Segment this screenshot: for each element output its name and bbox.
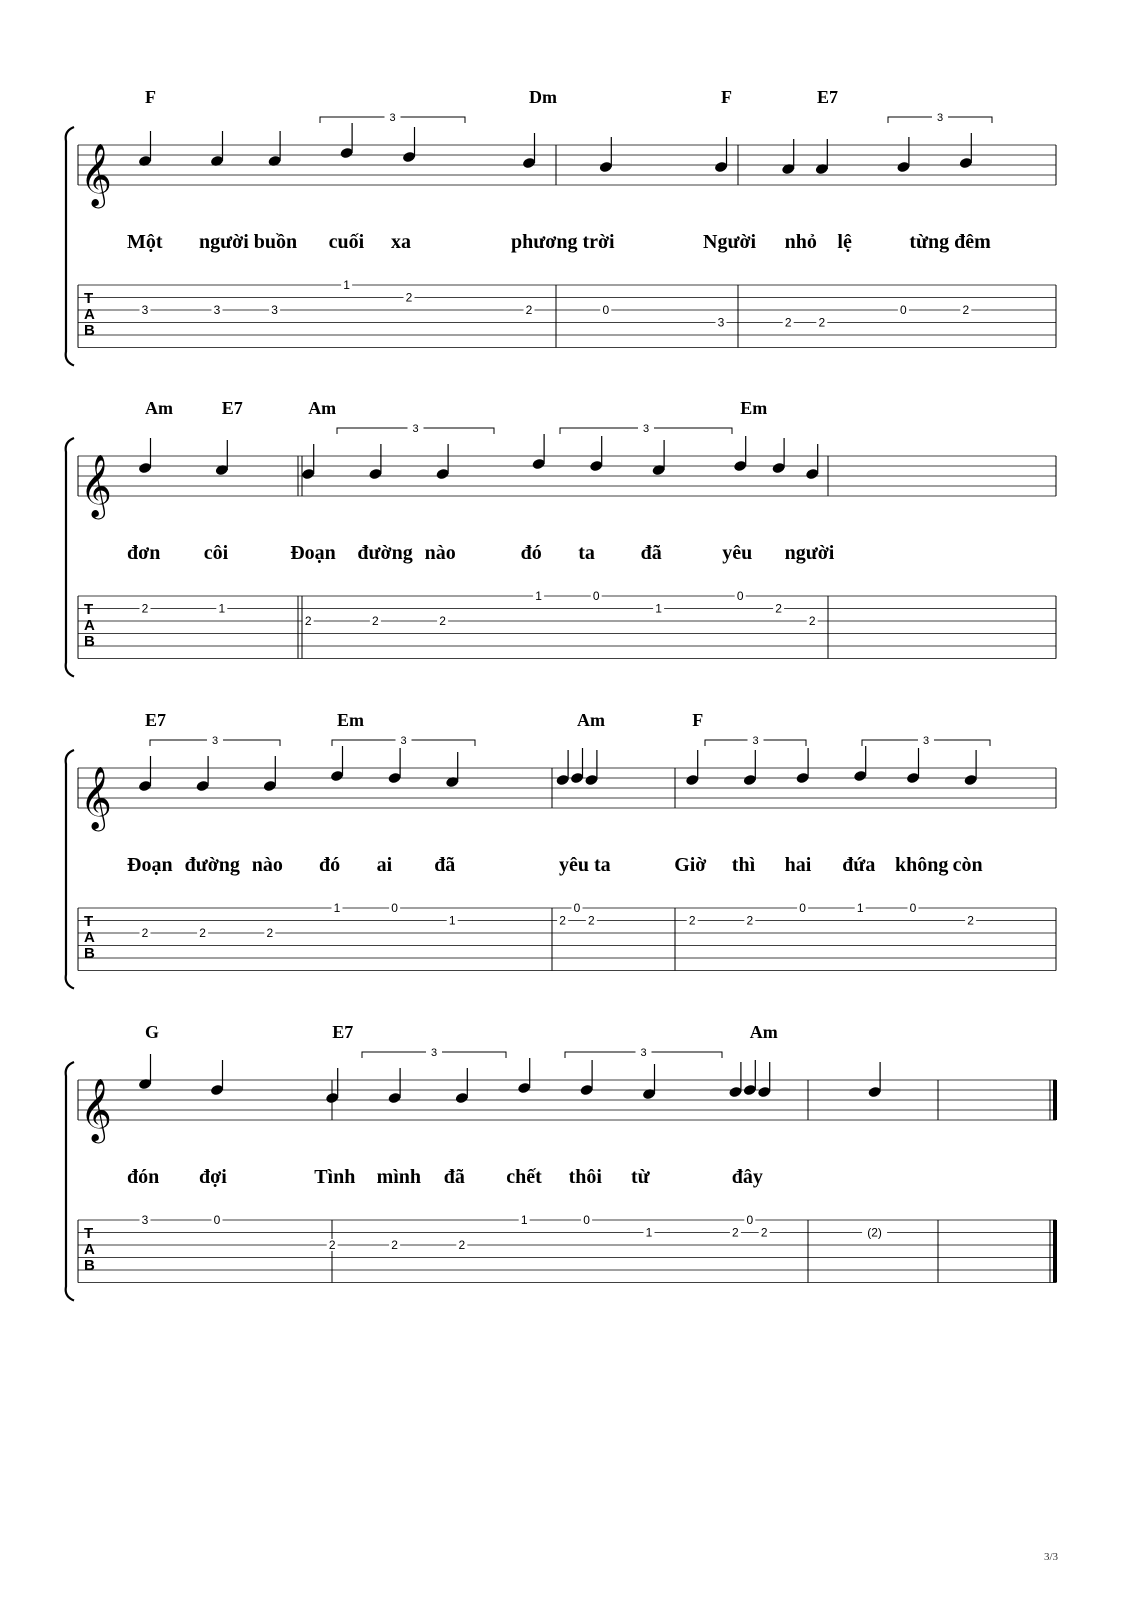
fret-number: 0 — [799, 901, 806, 915]
fret-number: 1 — [856, 901, 864, 915]
tab-letter: T — [84, 290, 94, 307]
fret-number: 0 — [213, 1213, 221, 1227]
tab-letter: B — [84, 633, 95, 650]
tuplet-number: 3 — [412, 423, 419, 435]
lyric-word: từng đêm — [909, 231, 991, 253]
fret-number: 1 — [448, 913, 456, 928]
tuplet-number: 3 — [752, 735, 759, 747]
tuplet-number: 3 — [922, 735, 930, 747]
page-number: 3/3 — [1043, 1551, 1058, 1563]
fret-number: 2 — [141, 601, 149, 616]
chord-name: Am — [749, 1022, 778, 1042]
tab-letter: A — [84, 306, 95, 323]
lyric-word: Đoạn — [290, 542, 336, 564]
treble-clef-icon: 𝄞 — [80, 143, 112, 206]
system-bracket — [66, 127, 74, 366]
fret-number: 2 — [732, 1225, 739, 1240]
lyric-word: đường — [357, 542, 413, 564]
lyric-word: đường — [184, 854, 240, 876]
lyric-word: hai — [784, 854, 812, 876]
chord-name: F — [692, 710, 704, 730]
chord-name: E7 — [817, 87, 839, 107]
tuplet-number: 3 — [400, 735, 407, 747]
tuplet-number: 3 — [389, 112, 396, 124]
lyric-word: đã — [434, 854, 456, 876]
lyric-word: lệ — [837, 231, 852, 253]
fret-number: 2 — [775, 601, 782, 616]
fret-number: 1 — [645, 1225, 653, 1240]
fret-number: 0 — [592, 589, 600, 603]
fret-number: 2 — [808, 614, 816, 628]
fret-number: 2 — [372, 614, 379, 628]
chord-name: Em — [337, 710, 364, 730]
fret-number: 2 — [304, 614, 312, 628]
lyric-word: thôi — [568, 1166, 602, 1188]
lyric-word: đứa — [842, 854, 876, 876]
lyric-word: không — [895, 854, 949, 876]
treble-clef-icon: 𝄞 — [80, 766, 112, 829]
chord-name: G — [145, 1022, 160, 1042]
fret-number: 2 — [818, 315, 826, 330]
fret-number: 2 — [405, 290, 413, 305]
fret-number: 1 — [535, 589, 542, 603]
chord-name: E7 — [145, 710, 167, 730]
lyric-word: đợi — [199, 1166, 227, 1188]
lyric-word: đó — [520, 542, 542, 564]
lyric-word: mình — [376, 1166, 422, 1188]
lyric-word: đó — [319, 854, 341, 876]
system-bracket — [66, 1062, 74, 1301]
chord-name: Em — [740, 398, 768, 418]
final-thick-barline — [1053, 1080, 1057, 1120]
fret-number: 0 — [391, 901, 398, 915]
lyric-word: xa — [391, 231, 411, 253]
fret-number: 1 — [655, 601, 662, 616]
fret-number: 3 — [271, 303, 278, 317]
lyric-word: đơn — [127, 542, 161, 564]
lyric-word: Đoạn — [127, 854, 173, 876]
fret-number: 3 — [141, 303, 149, 317]
system-bracket — [66, 750, 74, 989]
fret-number: 2 — [967, 913, 974, 928]
lyric-word: từ — [631, 1166, 650, 1188]
fret-number: 0 — [573, 901, 581, 915]
lyric-word: yêu — [722, 542, 753, 564]
fret-number: 1 — [520, 1213, 528, 1227]
fret-number: 3 — [717, 315, 725, 330]
tab-letter: T — [84, 1225, 94, 1242]
tab-letter: B — [84, 1257, 95, 1274]
fret-number: 0 — [583, 1213, 590, 1227]
lyric-word: ai — [376, 854, 393, 876]
tab-letter: A — [84, 1241, 95, 1258]
lyric-word: đã — [443, 1166, 465, 1188]
fret-number: 2 — [559, 913, 566, 928]
fret-number: 0 — [602, 303, 610, 317]
lyric-word: Giờ — [674, 854, 707, 876]
chord-name: Am — [145, 398, 173, 418]
lyric-word: Tình — [314, 1166, 356, 1188]
fret-number: 2 — [458, 1238, 466, 1252]
lyric-word: yêu ta — [559, 854, 611, 876]
system-2 — [66, 398, 1056, 677]
fret-number: 1 — [218, 601, 226, 616]
fret-number: 2 — [688, 913, 696, 928]
chord-name: Dm — [529, 87, 557, 107]
fret-number: 2 — [760, 1225, 768, 1240]
tuplet-number: 3 — [936, 112, 944, 124]
chord-name: E7 — [332, 1022, 354, 1042]
tuplet-number: 3 — [211, 735, 219, 747]
tab-letter: T — [84, 913, 94, 930]
chord-name: F — [721, 87, 732, 107]
fret-number: 2 — [199, 926, 206, 940]
fret-number: 0 — [746, 1213, 754, 1227]
lyric-word: Một — [127, 231, 163, 253]
lyric-word: côi — [203, 542, 229, 564]
fret-number: 2 — [439, 614, 446, 628]
tab-letter: T — [84, 601, 94, 618]
fret-number: 2 — [784, 315, 792, 330]
system-4 — [66, 1022, 1057, 1301]
chord-name: F — [145, 87, 156, 107]
lyric-word: nhỏ — [784, 231, 817, 253]
lyric-word: đón — [127, 1166, 160, 1188]
system-bracket — [66, 438, 74, 677]
lyric-word: thì — [731, 854, 756, 876]
lyric-word: người — [784, 542, 835, 564]
tab-final-thick — [1053, 1220, 1057, 1283]
fret-number: 2 — [746, 913, 754, 928]
fret-number: (2) — [867, 1225, 882, 1240]
fret-number: 1 — [343, 278, 350, 292]
treble-clef-icon: 𝄞 — [80, 454, 112, 517]
lyric-word: phương trời — [511, 231, 615, 253]
tuplet-number: 3 — [640, 1047, 647, 1059]
chord-name: Am — [308, 398, 337, 418]
lyric-word: đây — [731, 1166, 763, 1188]
lyric-word: chết — [506, 1166, 542, 1188]
lyric-word: Người — [703, 231, 757, 253]
fret-number: 0 — [736, 589, 744, 603]
fret-number: 2 — [391, 1238, 398, 1252]
system-1 — [66, 87, 1056, 366]
tuplet-number: 3 — [642, 423, 650, 435]
tab-letter: B — [84, 322, 95, 339]
fret-number: 2 — [962, 303, 970, 317]
lyric-word: còn — [952, 854, 983, 876]
tab-letter: A — [84, 617, 95, 634]
lyric-word: đã — [640, 542, 662, 564]
chord-name: E7 — [221, 398, 243, 418]
tuplet-number: 3 — [430, 1047, 438, 1059]
fret-number: 2 — [141, 926, 149, 940]
tab-letter: A — [84, 929, 95, 946]
chord-name: Am — [577, 710, 605, 730]
tab-letter: B — [84, 945, 95, 962]
fret-number: 2 — [328, 1238, 336, 1252]
fret-number: 3 — [213, 303, 221, 317]
treble-clef-icon: 𝄞 — [80, 1078, 112, 1141]
fret-number: 2 — [266, 926, 274, 940]
score-systems — [66, 87, 1057, 1301]
lyric-word: nào — [251, 854, 283, 876]
fret-number: 2 — [525, 303, 533, 317]
fret-number: 0 — [909, 901, 917, 915]
fret-number: 1 — [333, 901, 341, 915]
lyric-word: ta — [578, 542, 595, 564]
lyric-word: nào — [424, 542, 456, 564]
fret-number: 2 — [588, 913, 595, 928]
lyric-word: cuối — [328, 231, 365, 253]
fret-number: 0 — [900, 303, 907, 317]
lyric-word: người buồn — [199, 231, 298, 253]
fret-number: 3 — [141, 1213, 149, 1227]
system-3 — [66, 710, 1056, 989]
